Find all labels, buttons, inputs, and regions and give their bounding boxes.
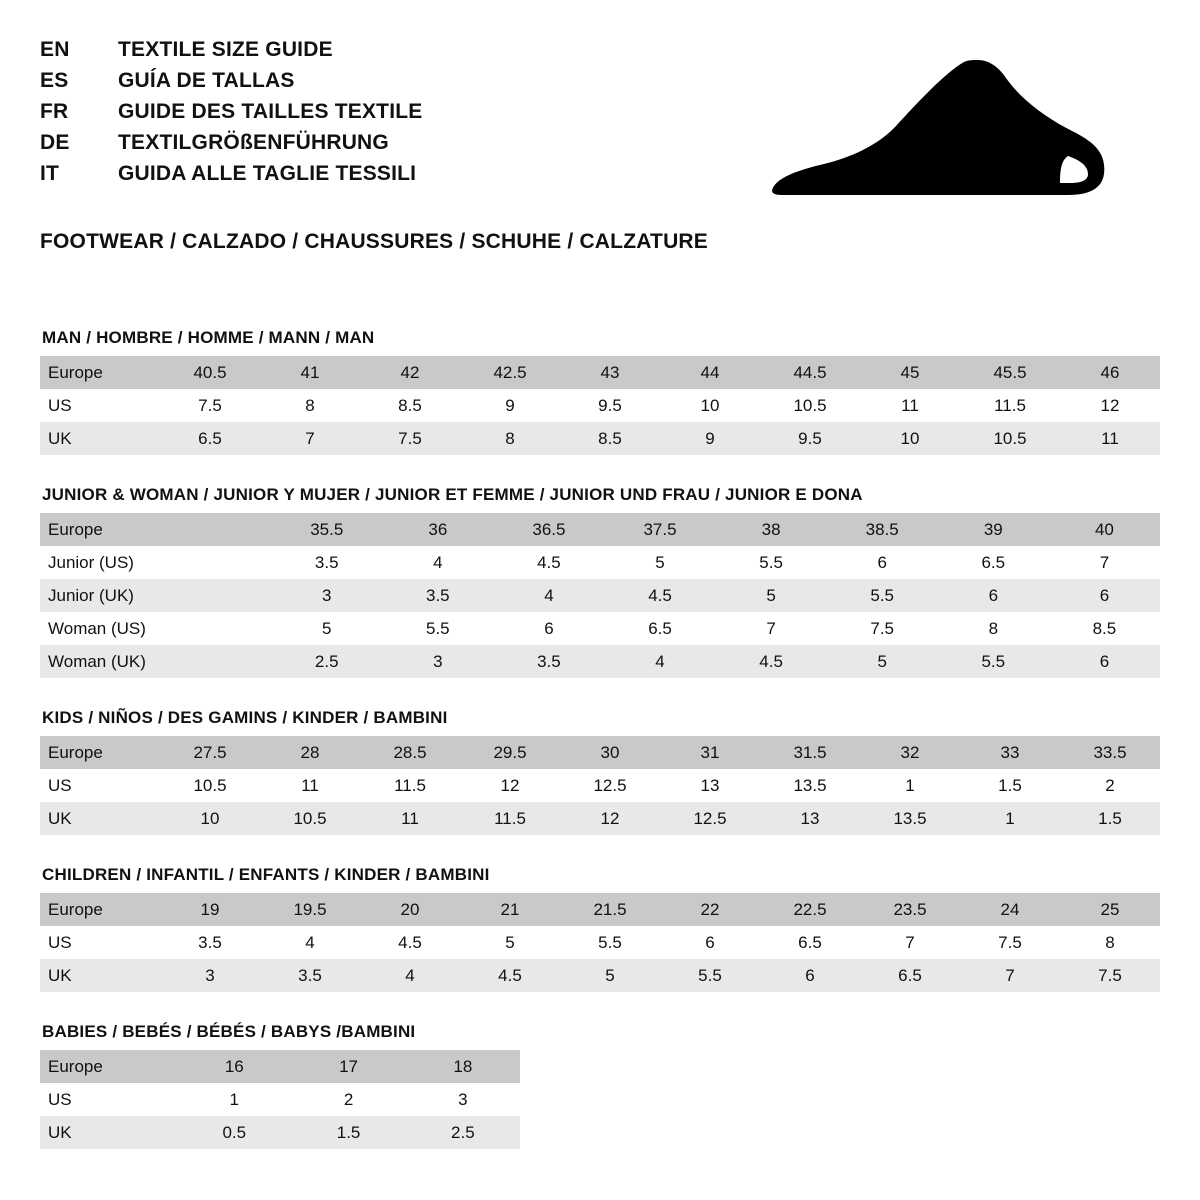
table-cell: 27.5	[160, 736, 260, 769]
table-cell: 3.5	[160, 926, 260, 959]
table-cell: 3	[271, 579, 382, 612]
table-cell: 18	[406, 1050, 520, 1083]
table-cell: 4.5	[716, 645, 827, 678]
table-cell: 9.5	[760, 422, 860, 455]
table-cell: 25	[1060, 893, 1160, 926]
table-cell	[160, 645, 271, 678]
table-cell: 0.5	[177, 1116, 291, 1149]
table-cell: 4.5	[604, 579, 715, 612]
section-children	[40, 865, 1160, 992]
size-table-man	[40, 356, 1160, 455]
table-cell: 7.5	[160, 389, 260, 422]
table-cell: 6.5	[160, 422, 260, 455]
table-cell: 6	[493, 612, 604, 645]
table-cell: 7	[260, 422, 360, 455]
table-cell: 17	[291, 1050, 405, 1083]
row-label: Europe	[40, 893, 160, 926]
table-cell: 5	[716, 579, 827, 612]
table-cell: 11	[1060, 422, 1160, 455]
table-cell: 24	[960, 893, 1060, 926]
table-cell: 11.5	[460, 802, 560, 835]
table-cell: 4.5	[493, 546, 604, 579]
table-row	[40, 893, 1160, 926]
table-cell: 38.5	[827, 513, 938, 546]
table-cell: 5.5	[827, 579, 938, 612]
table-cell: 10.5	[760, 389, 860, 422]
table-cell: 5.5	[382, 612, 493, 645]
table-cell: 19	[160, 893, 260, 926]
table-cell: 7.5	[1060, 959, 1160, 992]
section-title: BABIES / BEBÉS / BÉBÉS / BABYS /BAMBINI	[42, 1022, 416, 1041]
table-cell: 11.5	[360, 769, 460, 802]
table-cell: 6	[827, 546, 938, 579]
section-babies	[40, 1022, 1160, 1149]
row-label: UK	[40, 422, 160, 455]
table-cell: 4	[260, 926, 360, 959]
section-junior-woman	[40, 485, 1160, 678]
table-cell: 33	[960, 736, 1060, 769]
size-table-junior-woman	[40, 513, 1160, 678]
table-cell: 43	[560, 356, 660, 389]
section-title: MAN / HOMBRE / HOMME / MANN / MAN	[42, 328, 375, 347]
table-cell: 4	[493, 579, 604, 612]
table-cell: 23.5	[860, 893, 960, 926]
table-cell: 2	[1060, 769, 1160, 802]
table-row	[40, 546, 1160, 579]
table-cell: 3	[382, 645, 493, 678]
language-code: ES	[40, 69, 69, 92]
table-cell: 7	[1049, 546, 1160, 579]
table-cell: 3.5	[493, 645, 604, 678]
table-cell: 36.5	[493, 513, 604, 546]
table-cell: 40	[1049, 513, 1160, 546]
table-cell: 3.5	[260, 959, 360, 992]
table-cell: 1	[960, 802, 1060, 835]
language-code: IT	[40, 162, 60, 185]
language-row	[40, 100, 422, 131]
table-cell: 45.5	[960, 356, 1060, 389]
table-cell: 5	[560, 959, 660, 992]
table-row	[40, 959, 1160, 992]
table-row	[40, 645, 1160, 678]
table-cell: 44	[660, 356, 760, 389]
table-cell: 36	[382, 513, 493, 546]
row-label: Europe	[40, 736, 160, 769]
size-table-children	[40, 893, 1160, 992]
row-label: UK	[40, 959, 160, 992]
table-cell: 19.5	[260, 893, 360, 926]
table-cell: 32	[860, 736, 960, 769]
table-cell: 3.5	[382, 579, 493, 612]
table-cell: 4	[604, 645, 715, 678]
table-cell: 11	[360, 802, 460, 835]
table-cell: 9	[660, 422, 760, 455]
language-title: GUIDA ALLE TAGLIE TESSILI	[118, 162, 417, 185]
language-code: DE	[40, 131, 70, 154]
table-cell: 38	[716, 513, 827, 546]
table-cell: 1.5	[1060, 802, 1160, 835]
table-cell: 21.5	[560, 893, 660, 926]
language-title: TEXTILE SIZE GUIDE	[118, 38, 333, 61]
table-cell: 6.5	[604, 612, 715, 645]
table-cell: 8	[260, 389, 360, 422]
table-cell: 13	[660, 769, 760, 802]
language-row	[40, 162, 422, 193]
table-cell: 10.5	[160, 769, 260, 802]
table-cell: 12	[560, 802, 660, 835]
table-cell: 13.5	[860, 802, 960, 835]
dress-shoe-icon	[768, 60, 1108, 200]
table-cell: 7.5	[360, 422, 460, 455]
table-cell: 40.5	[160, 356, 260, 389]
table-cell: 7.5	[960, 926, 1060, 959]
table-cell: 3	[406, 1083, 520, 1116]
table-cell: 8.5	[1049, 612, 1160, 645]
language-title: GUIDE DES TAILLES TEXTILE	[118, 100, 423, 123]
table-cell: 5	[460, 926, 560, 959]
table-cell: 13	[760, 802, 860, 835]
table-cell: 7	[716, 612, 827, 645]
table-cell: 10.5	[960, 422, 1060, 455]
table-cell: 7	[860, 926, 960, 959]
table-cell: 11.5	[960, 389, 1060, 422]
row-label: Woman (UK)	[40, 645, 160, 678]
table-cell: 10	[160, 802, 260, 835]
table-row	[40, 579, 1160, 612]
table-cell: 2	[291, 1083, 405, 1116]
row-label: US	[40, 389, 160, 422]
row-label: UK	[40, 802, 160, 835]
table-cell: 4.5	[460, 959, 560, 992]
table-cell: 8.5	[560, 422, 660, 455]
table-cell: 45	[860, 356, 960, 389]
language-title: GUÍA DE TALLAS	[118, 69, 295, 92]
language-title-list	[40, 38, 422, 193]
table-cell: 10	[860, 422, 960, 455]
page-header	[40, 34, 1160, 200]
table-cell: 1	[860, 769, 960, 802]
row-label: Europe	[40, 513, 160, 546]
table-cell: 7.5	[827, 612, 938, 645]
table-cell: 8	[1060, 926, 1160, 959]
table-cell: 8	[460, 422, 560, 455]
table-cell: 1.5	[960, 769, 1060, 802]
table-cell: 2.5	[271, 645, 382, 678]
table-cell: 5.5	[938, 645, 1049, 678]
table-cell: 6.5	[938, 546, 1049, 579]
table-cell: 5.5	[660, 959, 760, 992]
table-cell: 3.5	[271, 546, 382, 579]
row-label: Junior (US)	[40, 546, 160, 579]
table-cell: 20	[360, 893, 460, 926]
table-row	[40, 356, 1160, 389]
table-cell: 28.5	[360, 736, 460, 769]
table-cell: 5	[271, 612, 382, 645]
table-cell: 12	[460, 769, 560, 802]
section-kids	[40, 708, 1160, 835]
table-cell: 12	[1060, 389, 1160, 422]
language-row	[40, 131, 422, 162]
table-cell: 33.5	[1060, 736, 1160, 769]
table-row	[40, 513, 1160, 546]
table-cell: 12.5	[660, 802, 760, 835]
table-cell: 9.5	[560, 389, 660, 422]
section-man	[40, 328, 1160, 455]
table-cell: 10	[660, 389, 760, 422]
table-cell: 12.5	[560, 769, 660, 802]
row-label: Junior (UK)	[40, 579, 160, 612]
size-table-babies	[40, 1050, 520, 1149]
table-row	[40, 1050, 520, 1083]
table-cell: 5	[604, 546, 715, 579]
table-row	[40, 389, 1160, 422]
row-label: US	[40, 926, 160, 959]
table-cell: 42.5	[460, 356, 560, 389]
table-row	[40, 736, 1160, 769]
section-title: CHILDREN / INFANTIL / ENFANTS / KINDER / BAMBINI	[42, 865, 490, 884]
table-cell: 22.5	[760, 893, 860, 926]
row-label: Woman (US)	[40, 612, 160, 645]
table-cell: 11	[860, 389, 960, 422]
table-cell: 9	[460, 389, 560, 422]
table-cell: 11	[260, 769, 360, 802]
table-cell: 1.5	[291, 1116, 405, 1149]
table-row	[40, 1083, 520, 1116]
table-cell	[160, 612, 271, 645]
language-row	[40, 38, 422, 69]
table-cell: 5.5	[716, 546, 827, 579]
table-cell: 42	[360, 356, 460, 389]
table-cell: 22	[660, 893, 760, 926]
table-row	[40, 769, 1160, 802]
table-cell: 21	[460, 893, 560, 926]
table-cell: 1	[177, 1083, 291, 1116]
section-title: JUNIOR & WOMAN / JUNIOR Y MUJER / JUNIOR ET FEMME / JUNIOR UND FRAU / JUNIOR E DONA	[42, 485, 863, 504]
row-label: Europe	[40, 1050, 177, 1083]
table-cell: 35.5	[271, 513, 382, 546]
row-label: Europe	[40, 356, 160, 389]
table-cell: 6	[760, 959, 860, 992]
table-cell: 6	[660, 926, 760, 959]
row-label: US	[40, 1083, 177, 1116]
table-row	[40, 802, 1160, 835]
table-cell: 8	[938, 612, 1049, 645]
table-row	[40, 926, 1160, 959]
table-cell: 37.5	[604, 513, 715, 546]
table-row	[40, 612, 1160, 645]
table-cell: 29.5	[460, 736, 560, 769]
table-cell: 13.5	[760, 769, 860, 802]
table-cell: 7	[960, 959, 1060, 992]
language-code: EN	[40, 38, 70, 61]
table-cell: 5.5	[560, 926, 660, 959]
row-label: UK	[40, 1116, 177, 1149]
table-cell: 6.5	[860, 959, 960, 992]
table-cell: 39	[938, 513, 1049, 546]
table-cell: 3	[160, 959, 260, 992]
table-cell: 30	[560, 736, 660, 769]
table-cell: 8.5	[360, 389, 460, 422]
table-cell: 4	[360, 959, 460, 992]
table-cell: 31.5	[760, 736, 860, 769]
table-row	[40, 422, 1160, 455]
table-cell: 6	[1049, 645, 1160, 678]
size-table-kids	[40, 736, 1160, 835]
table-cell: 44.5	[760, 356, 860, 389]
table-cell	[160, 579, 271, 612]
table-cell: 10.5	[260, 802, 360, 835]
table-cell: 6.5	[760, 926, 860, 959]
table-cell: 46	[1060, 356, 1160, 389]
table-cell: 16	[177, 1050, 291, 1083]
category-title: FOOTWEAR / CALZADO / CHAUSSURES / SCHUHE / CALZATURE	[40, 230, 709, 253]
table-cell: 6	[938, 579, 1049, 612]
table-cell: 4	[382, 546, 493, 579]
table-cell: 4.5	[360, 926, 460, 959]
table-cell: 28	[260, 736, 360, 769]
table-cell: 2.5	[406, 1116, 520, 1149]
language-title: TEXTILGRÖßENFÜHRUNG	[118, 131, 389, 154]
table-cell: 31	[660, 736, 760, 769]
table-cell	[160, 546, 271, 579]
table-cell: 41	[260, 356, 360, 389]
section-title: KIDS / NIÑOS / DES GAMINS / KINDER / BAMBINI	[42, 708, 448, 727]
table-row	[40, 1116, 520, 1149]
language-row	[40, 69, 422, 100]
table-cell	[160, 513, 271, 546]
language-code: FR	[40, 100, 69, 123]
table-cell: 6	[1049, 579, 1160, 612]
table-cell: 5	[827, 645, 938, 678]
row-label: US	[40, 769, 160, 802]
